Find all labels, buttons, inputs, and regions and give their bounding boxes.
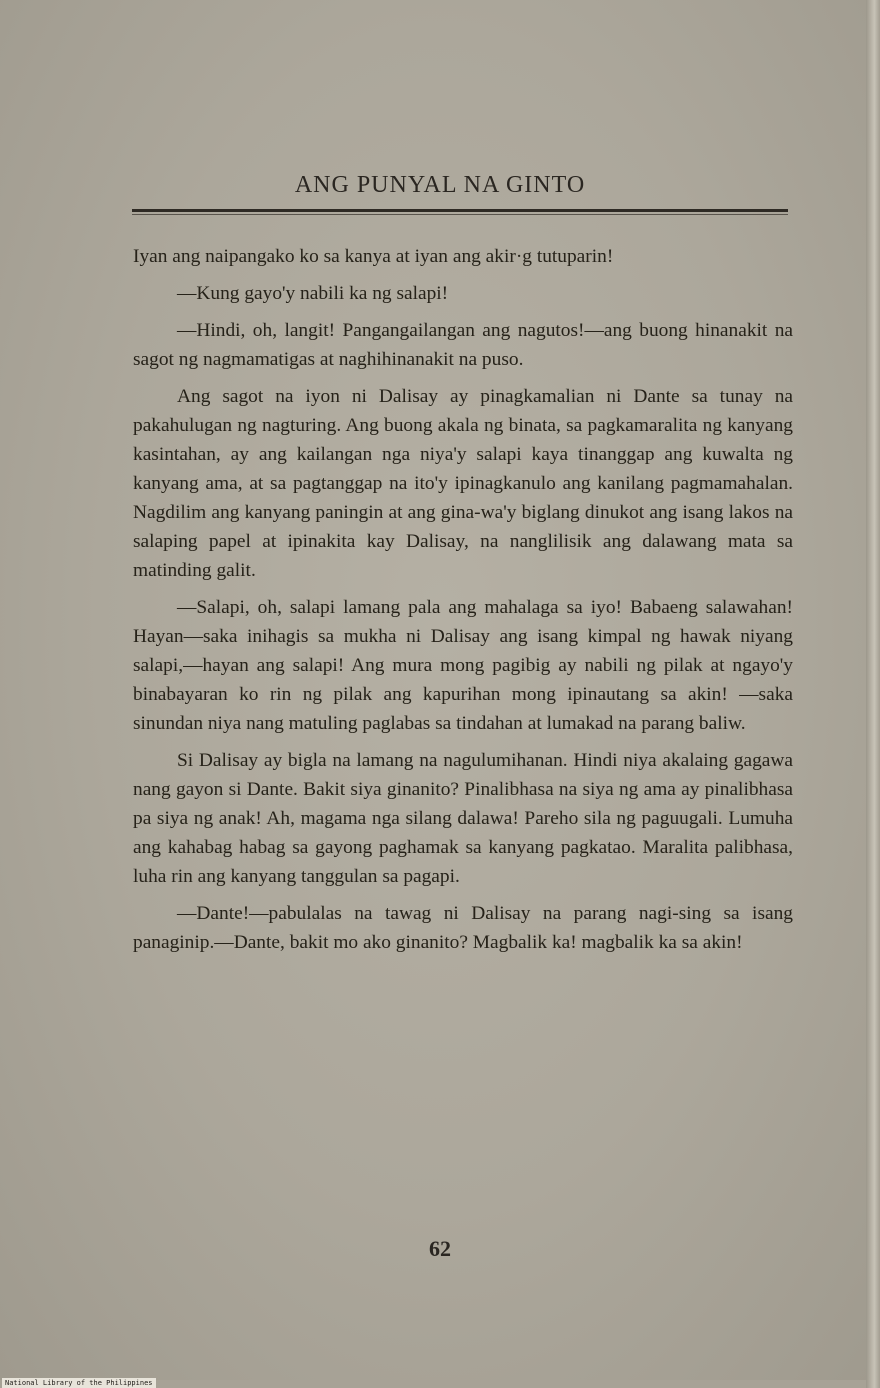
- library-credit: National Library of the Philippines: [2, 1378, 156, 1388]
- paragraph-5: —Salapi, oh, salapi lamang pala ang mahalaga sa iyo! Babaeng salawahan! Hayan—saka inihagis sa mukha ni Dalisay ang isang kimpal ng hawak niyang salapi,—hayan ang salapi! Ang mura mong pagibig ay nabili ng pilak at ngayo'y binabayaran ko rin ng pilak ang kapurihan mong ipinautang sa akin! —saka sinundan niya nang matuling paglabas sa tindahan at lumakad na parang baliw.: [133, 597, 793, 734]
- page-edge: [866, 0, 880, 1388]
- header-rule-thin: [132, 214, 788, 215]
- header-rule: [132, 209, 788, 212]
- page-number: 62: [429, 1236, 451, 1261]
- paragraph-6: Si Dalisay ay bigla na lamang na nagulumihanan. Hindi niya akalaing gagawa nang gayon si Dante. Bakit siya ginanito? Pinalibhasa na siya ng ama ay pinalibhasa pa siya ng anak! Ah, magama nga silang dalawa! Pareho sila ng paguugali. Lumuha ang kahabag habag sa gayong paghamak sa kanyang pagkatao. Maralita palibhasa, luha rin ang kanyang tanggulan sa pagapi.: [133, 750, 793, 887]
- paragraph-7: —Dante!—pabulalas na tawag ni Dalisay na parang nagi-sing sa isang panaginip.—Dante, bakit mo ako ginanito? Magbalik ka! magbalik ka sa akin!: [133, 903, 793, 953]
- paragraph-4: Ang sagot na iyon ni Dalisay ay pinagkamalian ni Dante sa tunay na pakahulugan ng nagturing. Ang buong akala ng binata, sa pagkamaralita ng kanyang kasintahan, ay ang kailangan nga niya'y salapi kaya tinanggap ang kuwalta ng kanyang ama, at sa pagtanggap na ito'y ipinagkanulo ang kanilang pagmamahalan. Nagdilim ang kanyang paningin at ang gina-wa'y biglang dinukot ang isang lakos na salaping papel at ipinakita kay Dalisay, na nanglilisik ang dalawang mata sa matinding galit.: [133, 386, 793, 581]
- paragraph-1: Iyan ang naipangako ko sa kanya at iyan ang akir·g tutuparin!: [133, 246, 614, 267]
- running-title: ANG PUNYAL NA GINTO: [294, 172, 586, 198]
- paragraph-3: —Hindi, oh, langit! Pangangailangan ang nagutos!—ang buong hinanakit na sagot ng nagmamatigas at naghihinanakit na puso.: [133, 320, 793, 370]
- body-text: [133, 242, 793, 965]
- paragraph-2: —Kung gayo'y nabili ka ng salapi!: [177, 283, 449, 304]
